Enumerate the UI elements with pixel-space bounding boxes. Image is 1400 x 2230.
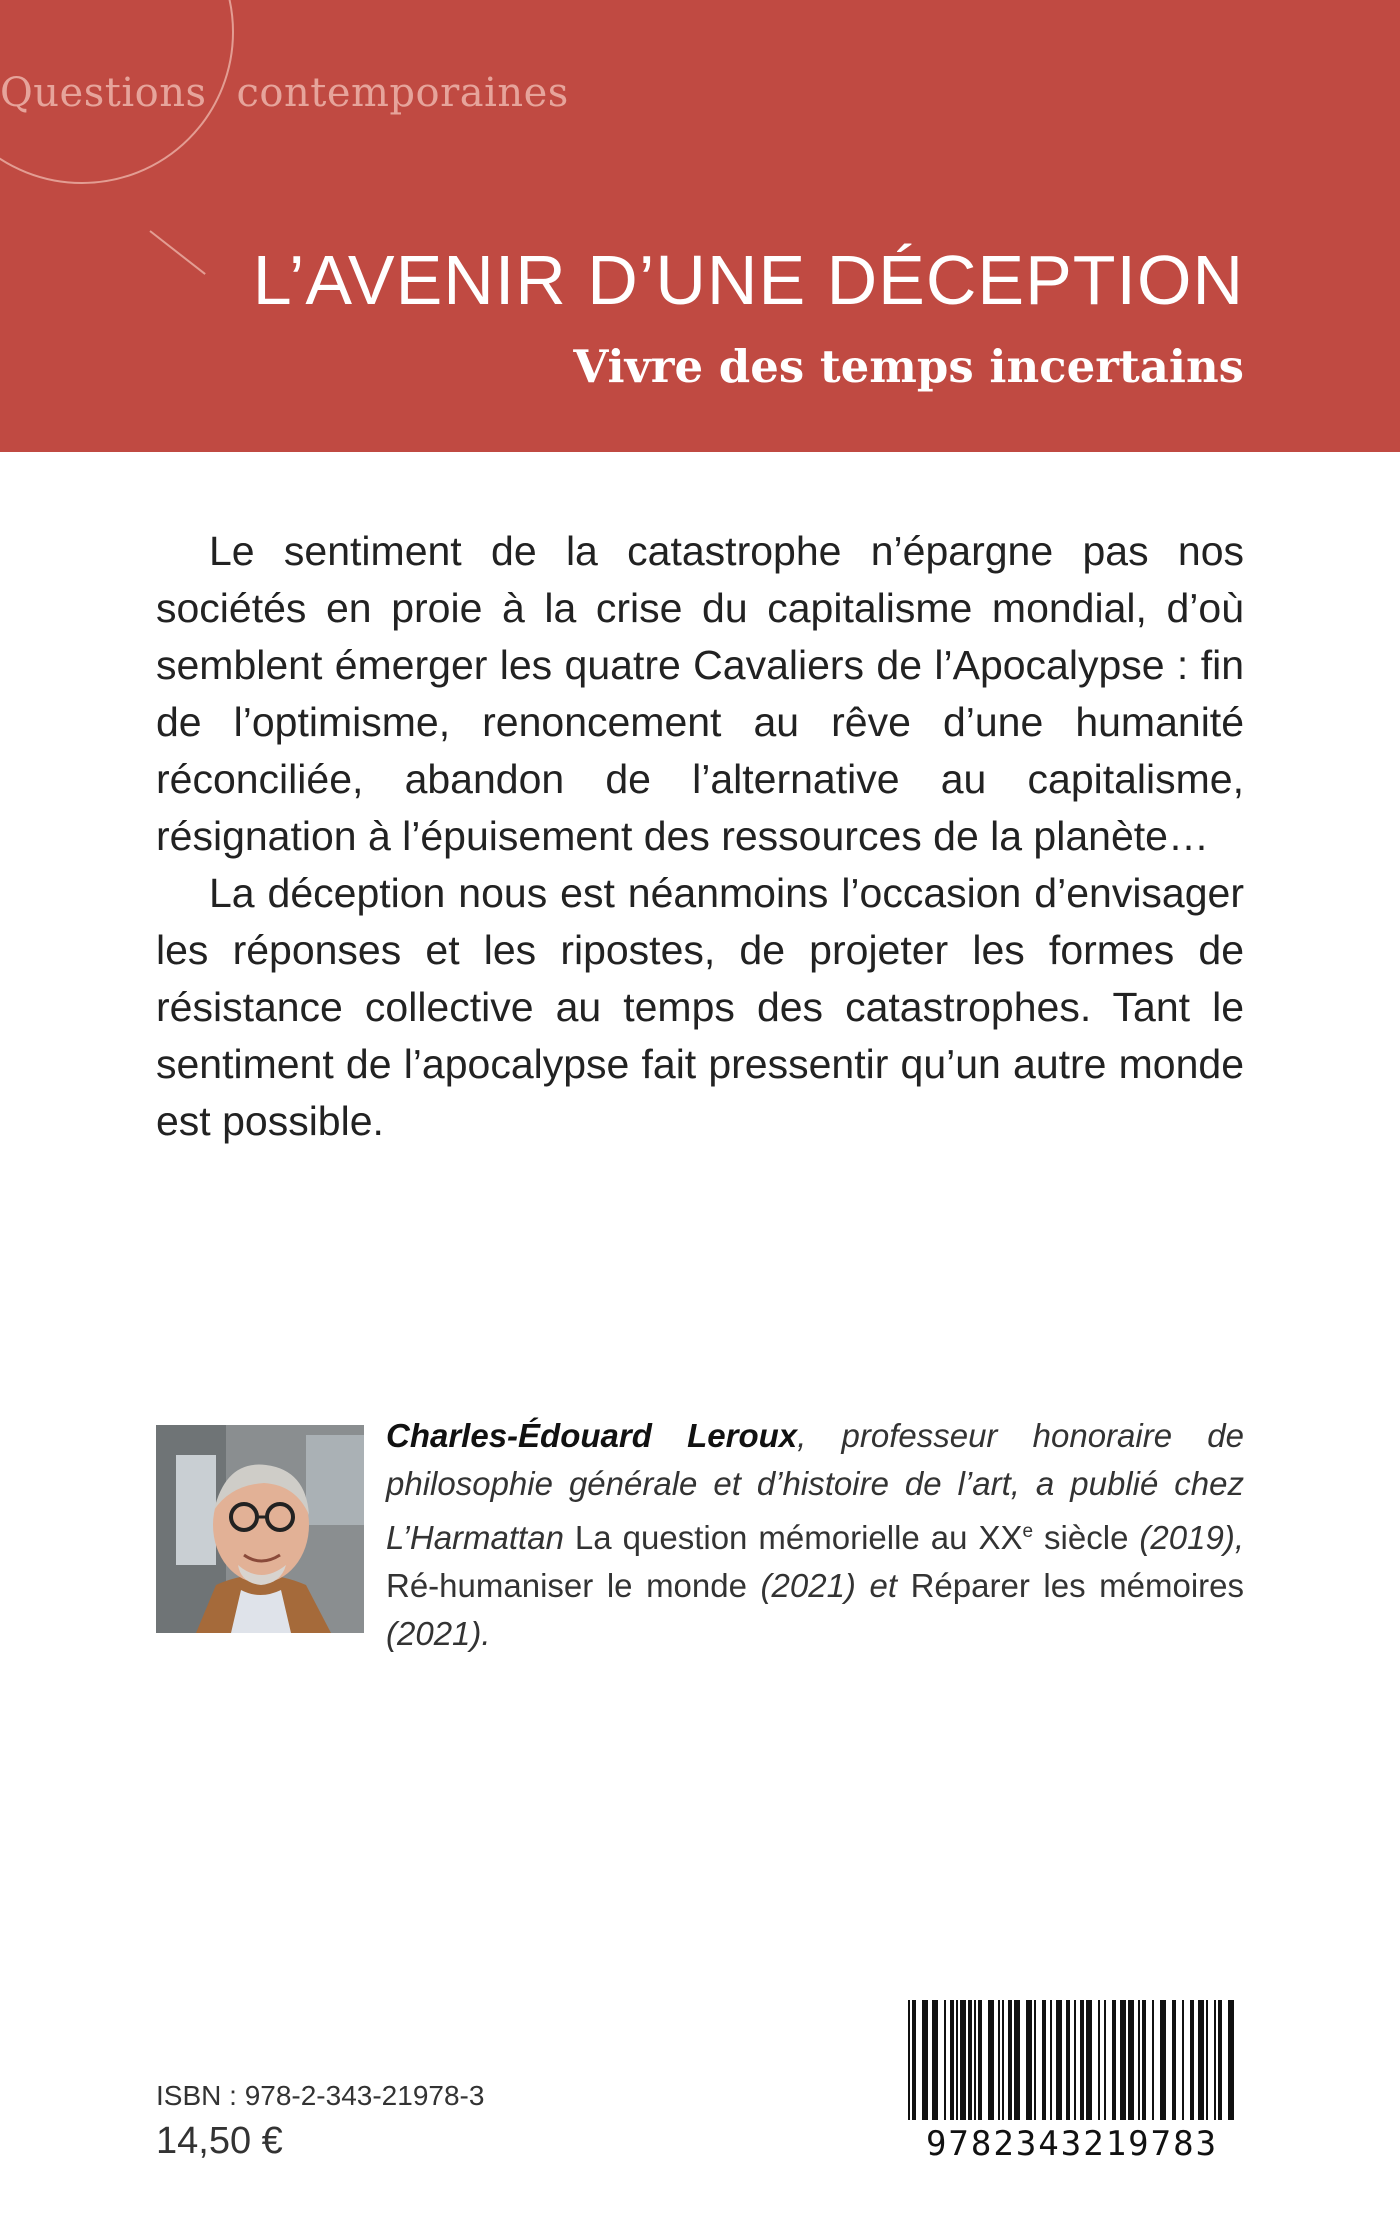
barcode-bar xyxy=(1182,2000,1184,2120)
author-portrait-image xyxy=(156,1425,364,1633)
book-year-1: (2019), xyxy=(1128,1519,1244,1556)
collection-word: contemporaines xyxy=(236,70,569,116)
barcode-bar xyxy=(912,2000,916,2120)
collection-word: Questions xyxy=(0,70,207,116)
barcode-bar xyxy=(998,2000,1000,2120)
barcode-number: 9782343219783 xyxy=(925,2124,1219,2164)
barcode-bar xyxy=(1002,2000,1004,2120)
barcode-bar xyxy=(1120,2000,1126,2120)
author-bio-text: , professeur honoraire de philosophie générale et d’histoire de l’art, a publié chez L’Harmattan xyxy=(386,1417,1244,1556)
barcode-bar xyxy=(968,2000,972,2120)
barcode-bar xyxy=(944,2000,946,2120)
barcode-bar xyxy=(1026,2000,1032,2120)
barcode-bar xyxy=(1066,2000,1070,2120)
book-title-1-superscript: e xyxy=(1022,1521,1034,1542)
book-title: L’AVENIR D’UNE DÉCEPTION xyxy=(252,241,1244,319)
author-name: Charles-Édouard Leroux xyxy=(386,1417,798,1454)
barcode-bar xyxy=(1014,2000,1020,2120)
back-cover-blurb xyxy=(156,523,1244,1150)
barcode-bar xyxy=(1050,2000,1052,2120)
barcode-bar xyxy=(978,2000,982,2120)
author-photo xyxy=(156,1425,364,1633)
book-title-3: Réparer les mémoires xyxy=(897,1567,1244,1604)
barcode-bar xyxy=(974,2000,976,2120)
book-title-1-tail: siècle xyxy=(1033,1519,1129,1556)
header-banner xyxy=(0,0,1400,452)
barcode-bar xyxy=(1138,2000,1140,2120)
book-title-1: La question mémorielle au XX xyxy=(563,1519,1023,1556)
barcode-bar xyxy=(960,2000,966,2120)
author-bio xyxy=(386,1412,1244,1658)
conjunction: et xyxy=(855,1567,898,1604)
barcode-bar xyxy=(1152,2000,1154,2120)
collection-q-logo-tail xyxy=(149,230,205,275)
book-subtitle: Vivre des temps incertains xyxy=(573,340,1244,393)
collection-name xyxy=(0,70,599,116)
price: 14,50 € xyxy=(156,2120,283,2162)
barcode-bar xyxy=(1056,2000,1062,2120)
barcode-bar xyxy=(1098,2000,1100,2120)
book-title-2: Ré-humaniser le monde xyxy=(386,1567,747,1604)
barcode-bar xyxy=(1034,2000,1036,2120)
barcode-bar xyxy=(1074,2000,1076,2120)
barcode xyxy=(900,2000,1244,2170)
barcode-bars xyxy=(900,2000,1244,2124)
barcode-bar xyxy=(1042,2000,1046,2120)
barcode-bar xyxy=(1080,2000,1084,2120)
barcode-bar xyxy=(988,2000,994,2120)
barcode-bar xyxy=(908,2000,910,2120)
barcode-bar xyxy=(1198,2000,1204,2120)
book-year-3: (2021). xyxy=(386,1615,491,1652)
barcode-bar xyxy=(922,2000,928,2120)
barcode-bar xyxy=(1112,2000,1116,2120)
blurb-paragraph: La déception nous est néanmoins l’occasion d’envisager les réponses et les ripostes, de projeter les formes de résistance collective au temps des catastrophes. Tant le sentiment de l’apocalypse fait pressentir qu’un autre monde est possible. xyxy=(156,870,1244,1144)
barcode-bar xyxy=(1228,2000,1234,2120)
book-year-2: (2021) xyxy=(746,1567,856,1604)
barcode-bar xyxy=(1160,2000,1166,2120)
barcode-bar xyxy=(956,2000,958,2120)
isbn: ISBN : 978-2-343-21978-3 xyxy=(156,2080,485,2111)
barcode-bar xyxy=(1008,2000,1012,2120)
barcode-bar xyxy=(1142,2000,1146,2120)
barcode-bar xyxy=(1086,2000,1092,2120)
barcode-bar xyxy=(1172,2000,1176,2120)
barcode-bar xyxy=(1104,2000,1106,2120)
barcode-bar xyxy=(1206,2000,1208,2120)
blurb-paragraph: Le sentiment de la catastrophe n’épargne pas nos sociétés en proie à la crise du capitalisme mondial, d’où semblent émerger les quatre Cavaliers de l’Apocalypse : fin de l’optimisme, renoncement au rêve d’une humanité réconciliée, abandon de l’alternative au capitalisme, résignation à l’épuisement des ressources de la planète… xyxy=(156,528,1244,859)
barcode-bar xyxy=(950,2000,954,2120)
barcode-bar xyxy=(1218,2000,1222,2120)
barcode-bar xyxy=(932,2000,938,2120)
barcode-bar xyxy=(1128,2000,1134,2120)
barcode-bar xyxy=(1190,2000,1194,2120)
barcode-bar xyxy=(1214,2000,1216,2120)
